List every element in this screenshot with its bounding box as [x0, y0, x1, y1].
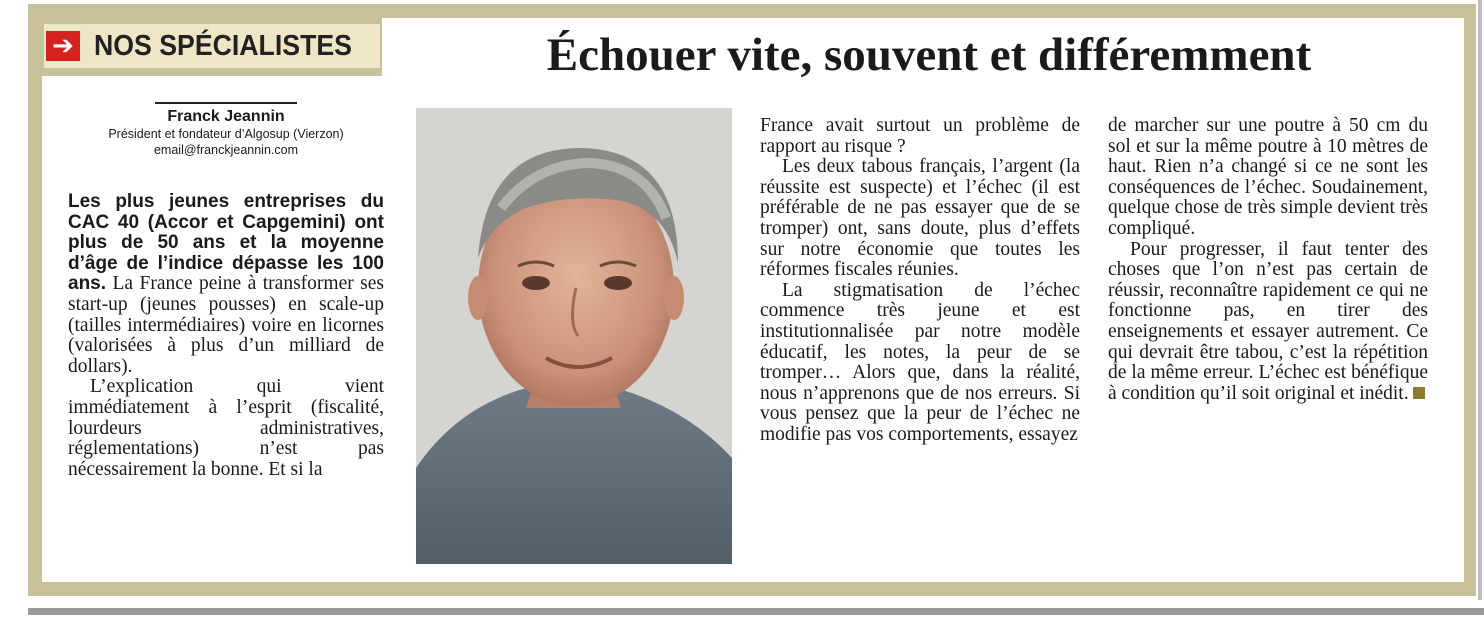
author-block [68, 102, 384, 158]
paragraph [1108, 240, 1428, 405]
portrait-illustration [416, 108, 732, 564]
article-column-2 [760, 116, 1080, 446]
section-badge [44, 24, 380, 68]
section-label: NOS SPÉCIALISTES [94, 29, 352, 62]
arrow-right-icon: ➔ [46, 31, 80, 61]
paragraph: L’explication qui vient immédiatement à l’esprit (fiscalité, lourdeurs administratives, réglementations) n’est pas nécessairement la bonne. Et si la [68, 376, 384, 480]
author-role: Président et fondateur d’Algosup (Vierzon) [108, 127, 344, 141]
end-of-article-icon [1413, 387, 1425, 399]
author-email: email@franckjeannin.com [153, 143, 298, 157]
author-name: Franck Jeannin [167, 108, 285, 125]
article-column-3 [1108, 116, 1428, 404]
author-portrait-photo [416, 108, 732, 564]
author-rule [155, 102, 297, 104]
paragraph: Les deux tabous français, l’argent (la réussite est suspecte) et l’échec (il est préférable de ne pas essayer que de se tromper) ont, sans doute, plus d’effets sur notre économie que toutes les réformes fiscales réunies. [760, 156, 1080, 281]
page-divider-vertical [1478, 0, 1482, 600]
article-headline: Échouer vite, souvent et différemment [546, 29, 1312, 81]
lead-paragraph [68, 192, 384, 377]
lead-text: Les plus jeunes entreprises du CAC 40 (Accor et Capgemini) ont plus de 50 ans et la moyenne d’âge de l’indice dépasse les 100 ans. [68, 191, 384, 295]
closing-text: Pour progresser, il faut tenter des choses que l’on n’est pas certain de réussir, reconnaître rapidement ce qui ne fonctionne pas, en tirer des enseignements et essayer autrement. Ce qui devrait être tabou, c’est la répétition de la même erreur. L’échec est bénéfique à condition qu’il soit original et inédit. [1108, 238, 1428, 404]
paragraph: La stigmatisation de l’échec commence très jeune et est institutionnalisée par notre modèle éducatif, les notes, la peur de se tromper… Alors que, dans la réalité, nous n’apprenons que de nos erreurs. Si vous pensez que la peur de l’échec ne modifie pas vos comportements, essayez [760, 279, 1080, 445]
page-divider-horizontal [28, 608, 1484, 615]
lead-continuation: La France peine à transformer ses start-up (jeunes pousses) en scale-up (tailles intermédiaires) voire en licornes (valorisées à plus d’un milliard de dollars). [68, 273, 384, 377]
paragraph: France avait surtout un problème de rapport au risque ? [760, 115, 1080, 157]
article-column-1 [68, 192, 384, 480]
paragraph: de marcher sur une poutre à 50 cm du sol et sur la même poutre à 10 mètres de haut. Rien n’a changé si ce ne sont les conséquences de l’échec. Soudainement, quelque chose de très simple devient très compliqué. [1108, 115, 1428, 239]
